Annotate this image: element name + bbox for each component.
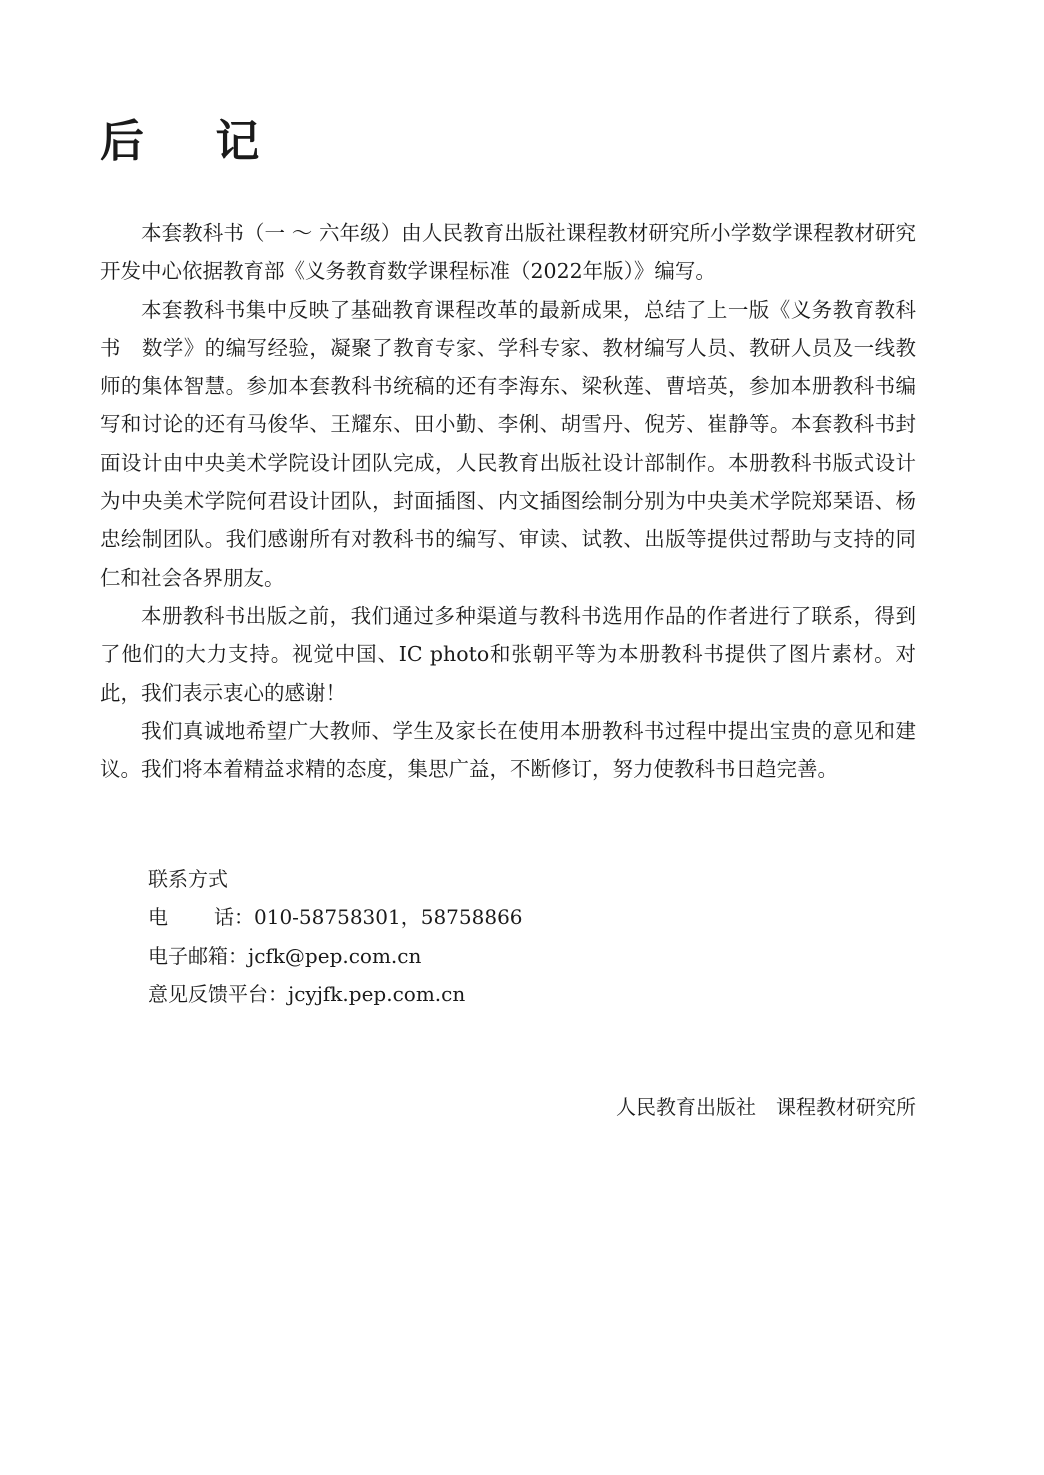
feedback-label: 意见反馈平台： bbox=[148, 981, 288, 1006]
phone-label-char-1: 电 bbox=[148, 905, 214, 930]
email-label: 电子邮箱： bbox=[148, 943, 248, 968]
paragraph-compilation: 本套教科书（一 ～ 六年级）由人民教育出版社课程教材研究所小学数学课程教材研究开发中心依据教育部《义务教育数学课程标准（2022年版）》编写。 bbox=[100, 221, 916, 284]
contact-heading: 联系方式 bbox=[148, 867, 228, 891]
paragraph-feedback-request: 我们真诚地希望广大教师、学生及家长在使用本册教科书过程中提出宝贵的意见和建议。我们将本着精益求精的态度，集思广益，不断修订，努力使教科书日趋完善。 bbox=[100, 718, 916, 782]
paragraph-acknowledgement-contributors: 本套教科书集中反映了基础教育课程改革的最新成果，总结了上一版《义务教育教科书 数学》的编写经验，凝聚了教育专家、学科专家、教材编写人员、教研人员及一线教师的集体智慧。参加本套教科书统稿的还有李海东、梁秋莲、曹培英，参加本册教科书编写和讨论的还有马俊华、王耀东、田小勤、李俐、胡雪丹、倪芳、崔静等。本套教科书封面设计由中央美术学院设计团队完成，人民教育出版社设计部制作。本册教科书版式设计为中央美术学院何君设计团队，封面插图、内文插图绘制分别为中央美术学院郑琹语、杨忠绘制团队。我们感谢所有对教科书的编写、审读、试教、出版等提供过帮助与支持的同仁和社会各界朋友。 bbox=[100, 297, 916, 590]
feedback-value: jcyjfk.pep.com.cn bbox=[288, 981, 466, 1006]
contact-phone bbox=[148, 898, 523, 936]
email-value: jcfk@pep.com.cn bbox=[248, 943, 422, 968]
contact-section bbox=[148, 860, 523, 1013]
phone-value: 010-58758301，58758866 bbox=[254, 905, 523, 930]
phone-label-rest: 话： bbox=[214, 905, 254, 930]
contact-email bbox=[148, 937, 523, 975]
signature-publisher: 人民教育出版社 bbox=[616, 1095, 756, 1119]
signature-institute: 课程教材研究所 bbox=[776, 1095, 916, 1119]
contact-feedback bbox=[148, 975, 523, 1013]
paragraph-acknowledgement-materials: 本册教科书出版之前，我们通过多种渠道与教科书选用作品的作者进行了联系，得到了他们的大力支持。视觉中国、IC photo和张朝平等为本册教科书提供了图片素材。对此，我们表示衷心的感谢！ bbox=[100, 603, 916, 705]
body-text bbox=[100, 214, 916, 788]
signature bbox=[616, 1088, 916, 1126]
page-title: 后 记 bbox=[100, 116, 288, 167]
phone-label bbox=[148, 898, 254, 936]
